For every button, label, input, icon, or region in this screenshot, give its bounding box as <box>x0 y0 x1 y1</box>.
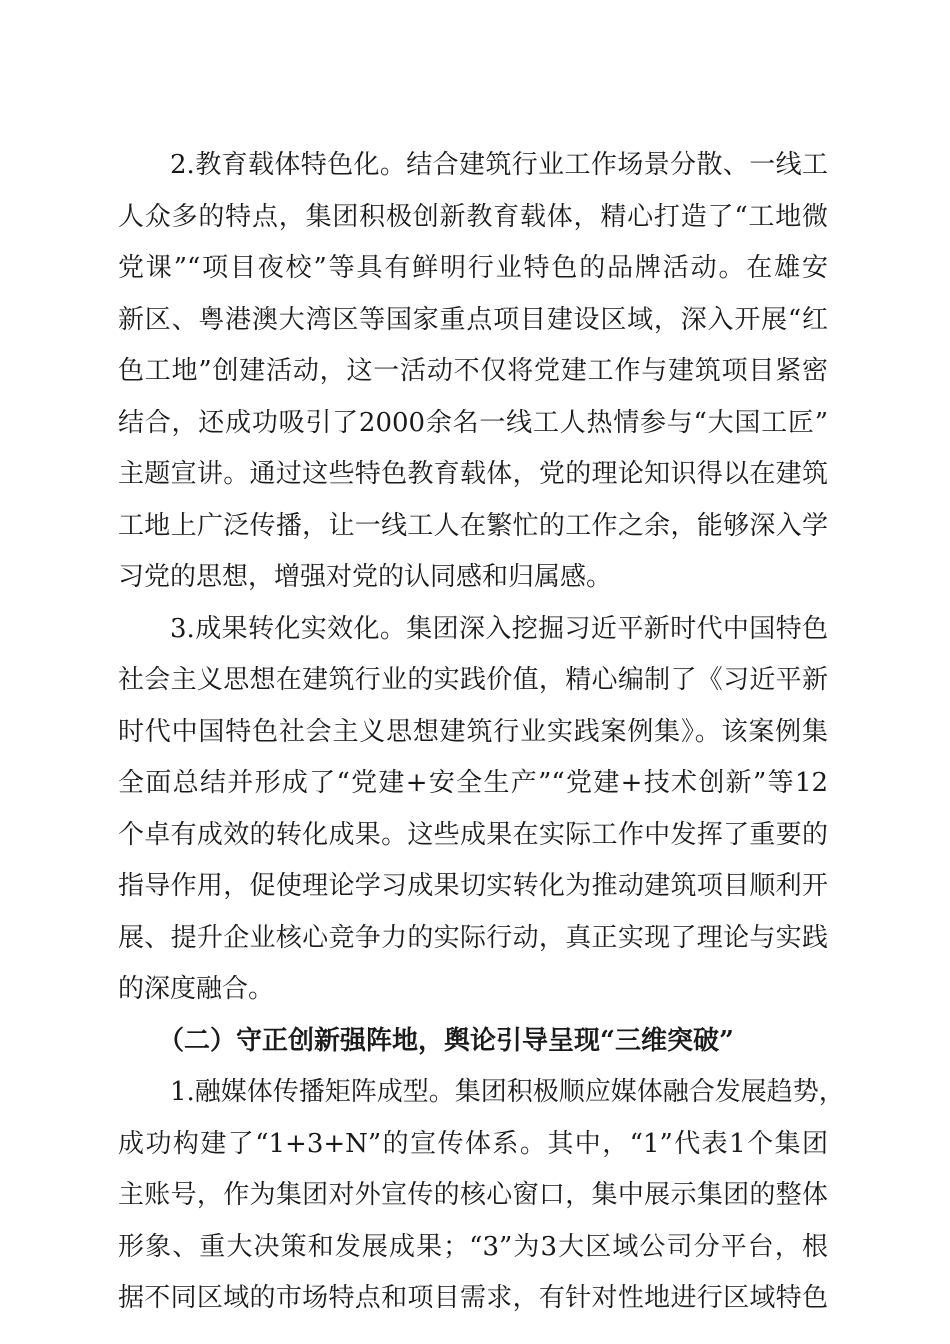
text-line: 时代中国特色社会主义思想建筑行业实践案例集》。该案例集 <box>118 716 828 747</box>
text-line: 展、提升企业核心竞争力的实际行动，真正实现了理论与实践 <box>118 922 828 953</box>
text-line: 结合，还成功吸引了2000余名一线工人热情参与“大国工匠” <box>118 407 828 438</box>
text-line: 新区、粤港澳大湾区等国家重点项目建设区域，深入开展“红 <box>118 304 828 335</box>
paragraph-media-matrix <box>118 1067 845 1325</box>
document-body <box>118 140 845 1325</box>
text-line: 1.融媒体传播矩阵成型。集团积极顺应媒体融合发展趋势， <box>170 1077 845 1107</box>
text-line: 指导作用，促使理论学习成果切实转化为推动建筑项目顺利开 <box>118 871 828 901</box>
text-line: 形象、重大决策和发展成果；“3”为3大区域公司分平台，根 <box>118 1231 828 1262</box>
text-line: 据不同区域的市场特点和项目需求，有针对性地进行区域特色 <box>118 1283 828 1313</box>
text-line: 主题宣讲。通过这些特色教育载体，党的理论知识得以在建筑 <box>118 459 828 489</box>
text-line: 2.教育载体特色化。结合建筑行业工作场景分散、一线工 <box>170 150 828 180</box>
paragraph-results-conversion <box>118 604 828 1016</box>
text-line: 习党的思想，增强对党的认同感和归属感。 <box>118 562 613 592</box>
text-line: 色工地”创建活动，这一活动不仅将党建工作与建筑项目紧密 <box>118 356 828 386</box>
text-line: 主账号，作为集团对外宣传的核心窗口，集中展示集团的整体 <box>118 1180 828 1210</box>
section-heading-text: （二）守正创新强阵地，舆论引导呈现“三维突破” <box>158 1025 734 1056</box>
text-line: 全面总结并形成了“党建+安全生产”“党建+技术创新”等12 <box>118 768 828 798</box>
text-line: 成功构建了“1+3+N”的宣传体系。其中，“1”代表1个集团 <box>118 1128 828 1159</box>
text-line: 工地上广泛传播，让一线工人在繁忙的工作之余，能够深入学 <box>118 510 828 541</box>
text-line: 个卓有成效的转化成果。这些成果在实际工作中发挥了重要的 <box>118 819 828 850</box>
paragraph-education-carrier <box>118 140 828 604</box>
text-line: 社会主义思想在建筑行业的实践价值，精心编制了《习近平新 <box>118 665 828 695</box>
section-heading <box>118 1016 828 1068</box>
text-line: 人众多的特点，集团积极创新教育载体，精心打造了“工地微 <box>118 201 828 232</box>
text-line: 的深度融合。 <box>118 974 275 1004</box>
text-line: 党课”“项目夜校”等具有鲜明行业特色的品牌活动。在雄安 <box>118 253 828 283</box>
text-line: 3.成果转化实效化。集团深入挖掘习近平新时代中国特色 <box>170 613 828 644</box>
